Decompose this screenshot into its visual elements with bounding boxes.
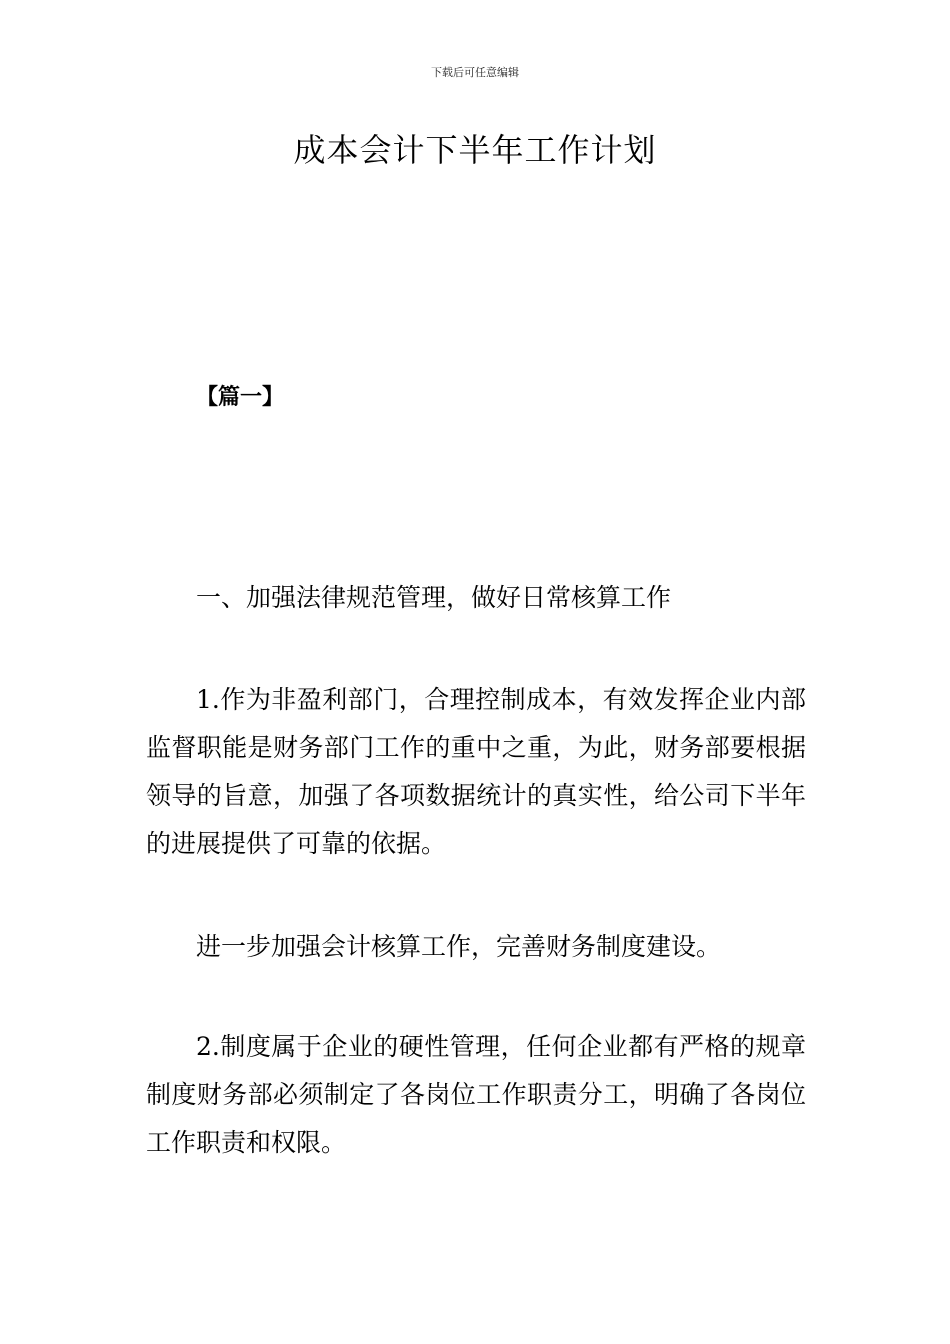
- paragraph: 2.制度属于企业的硬性管理，任何企业都有严格的规章制度财务部必须制定了各岗位工作职责分工，明确了各岗位工作职责和权限。: [146, 1032, 806, 1157]
- paragraph: 1.作为非盈利部门，合理控制成本，有效发挥企业内部监督职能是财务部门工作的重中之重，为此，财务部要根据领导的旨意，加强了各项数据统计的真实性，给公司下半年的进展提供了可靠的依据。: [146, 685, 806, 858]
- header-note: 下载后可任意编辑: [431, 66, 519, 79]
- section-heading: 一、加强法律规范管理，做好日常核算工作: [196, 583, 672, 612]
- paragraph: 进一步加强会计核算工作，完善财务制度建设。: [196, 932, 722, 961]
- section-label: 【篇一】: [196, 385, 285, 410]
- document-title: 成本会计下半年工作计划: [293, 131, 657, 169]
